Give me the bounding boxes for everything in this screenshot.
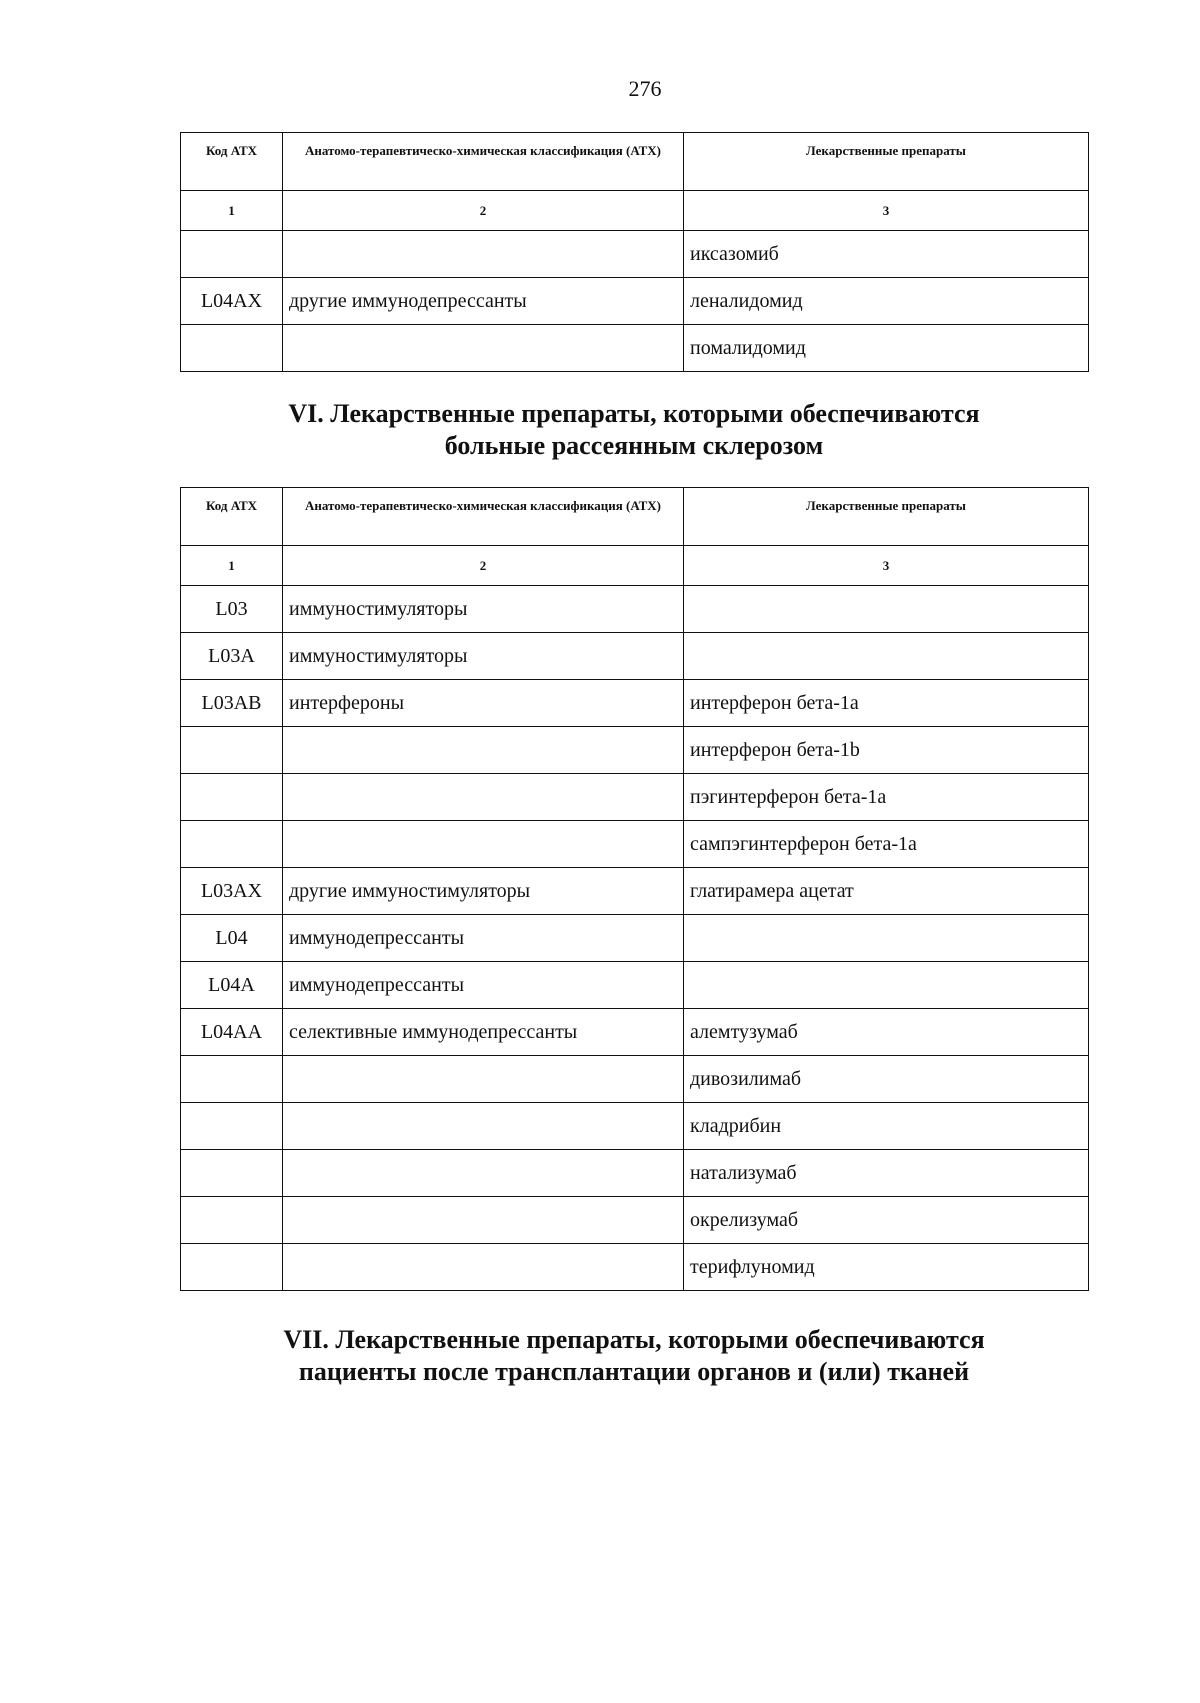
column-number-row: [181, 546, 1089, 586]
section-heading-vi: [180, 398, 1088, 462]
drug-cell: интерферон бета-1a: [684, 680, 1089, 727]
code-cell: [181, 727, 283, 774]
table-row: [181, 915, 1089, 962]
classification-cell: [283, 1103, 684, 1150]
classification-cell: [283, 1244, 684, 1291]
code-cell: L03AB: [181, 680, 283, 727]
table-row: [181, 727, 1089, 774]
atx-table-multiple-sclerosis: [180, 487, 1089, 1291]
classification-cell: [283, 1150, 684, 1197]
classification-cell: интерфероны: [283, 680, 684, 727]
header-drugs: Лекарственные препараты: [684, 488, 1089, 546]
classification-cell: иммуностимуляторы: [283, 586, 684, 633]
table-row: [181, 325, 1089, 372]
table-header-row: [181, 133, 1089, 191]
drug-cell: кладрибин: [684, 1103, 1089, 1150]
section-heading-vii: [180, 1324, 1088, 1388]
drug-cell: окрелизумаб: [684, 1197, 1089, 1244]
table-row: [181, 633, 1089, 680]
drug-cell: терифлуномид: [684, 1244, 1089, 1291]
code-cell: L04AX: [181, 278, 283, 325]
drug-cell: натализумаб: [684, 1150, 1089, 1197]
classification-cell: селективные иммунодепрессанты: [283, 1009, 684, 1056]
classification-cell: [283, 727, 684, 774]
code-cell: [181, 1103, 283, 1150]
table-row: [181, 1197, 1089, 1244]
drug-cell: помалидомид: [684, 325, 1089, 372]
page-number: 276: [628, 76, 662, 101]
table-body: [181, 586, 1089, 1291]
code-cell: [181, 231, 283, 278]
atx-table-continued: [180, 132, 1089, 372]
table-row: [181, 962, 1089, 1009]
classification-cell: [283, 1197, 684, 1244]
table-row: [181, 868, 1089, 915]
code-cell: [181, 325, 283, 372]
header-classification: Анатомо-терапевтическо-химическая классификация (АТХ): [283, 133, 684, 191]
code-cell: [181, 821, 283, 868]
column-number: 2: [283, 546, 684, 586]
classification-cell: иммуностимуляторы: [283, 633, 684, 680]
drug-cell: дивозилимаб: [684, 1056, 1089, 1103]
table-row: [181, 1103, 1089, 1150]
code-cell: L04: [181, 915, 283, 962]
column-number: 2: [283, 191, 684, 231]
code-cell: L03AX: [181, 868, 283, 915]
drug-cell: пэгинтерферон бета-1a: [684, 774, 1089, 821]
classification-cell: [283, 231, 684, 278]
drug-cell: леналидомид: [684, 278, 1089, 325]
table-row: [181, 1009, 1089, 1056]
drug-cell: [684, 915, 1089, 962]
drug-cell: глатирамера ацетат: [684, 868, 1089, 915]
drug-cell: [684, 962, 1089, 1009]
table-row: [181, 821, 1089, 868]
table-row: [181, 1056, 1089, 1103]
code-cell: L03A: [181, 633, 283, 680]
classification-cell: другие иммуностимуляторы: [283, 868, 684, 915]
code-cell: L04A: [181, 962, 283, 1009]
code-cell: [181, 1197, 283, 1244]
classification-cell: [283, 1056, 684, 1103]
code-cell: [181, 1150, 283, 1197]
table-row: [181, 1150, 1089, 1197]
table-body: [181, 231, 1089, 372]
table-row: [181, 586, 1089, 633]
drug-cell: сампэгинтерферон бета-1a: [684, 821, 1089, 868]
classification-cell: другие иммунодепрессанты: [283, 278, 684, 325]
drug-cell: [684, 633, 1089, 680]
drug-cell: иксазомиб: [684, 231, 1089, 278]
code-cell: L03: [181, 586, 283, 633]
column-number: 3: [684, 546, 1089, 586]
column-number: 1: [181, 546, 283, 586]
classification-cell: [283, 325, 684, 372]
classification-cell: иммунодепрессанты: [283, 915, 684, 962]
classification-cell: [283, 774, 684, 821]
classification-cell: [283, 821, 684, 868]
code-cell: [181, 1056, 283, 1103]
drug-cell: интерферон бета-1b: [684, 727, 1089, 774]
heading-line: больные рассеянным склерозом: [444, 431, 824, 460]
heading-line: пациенты после трансплантации органов и (или) тканей: [298, 1357, 970, 1386]
drug-cell: [684, 586, 1089, 633]
code-cell: L04AA: [181, 1009, 283, 1056]
heading-line: VII. Лекарственные препараты, которыми обеспечиваются: [283, 1325, 985, 1354]
column-number: 1: [181, 191, 283, 231]
header-code: Код АТХ: [181, 488, 283, 546]
table-row: [181, 231, 1089, 278]
code-cell: [181, 1244, 283, 1291]
table-row: [181, 774, 1089, 821]
table-row: [181, 680, 1089, 727]
column-number-row: [181, 191, 1089, 231]
code-cell: [181, 774, 283, 821]
classification-cell: иммунодепрессанты: [283, 962, 684, 1009]
table-row: [181, 278, 1089, 325]
column-number: 3: [684, 191, 1089, 231]
drug-cell: алемтузумаб: [684, 1009, 1089, 1056]
header-drugs: Лекарственные препараты: [684, 133, 1089, 191]
table-row: [181, 1244, 1089, 1291]
header-code: Код АТХ: [181, 133, 283, 191]
table-header-row: [181, 488, 1089, 546]
header-classification: Анатомо-терапевтическо-химическая классификация (АТХ): [283, 488, 684, 546]
heading-line: VI. Лекарственные препараты, которыми обеспечиваются: [288, 399, 980, 428]
